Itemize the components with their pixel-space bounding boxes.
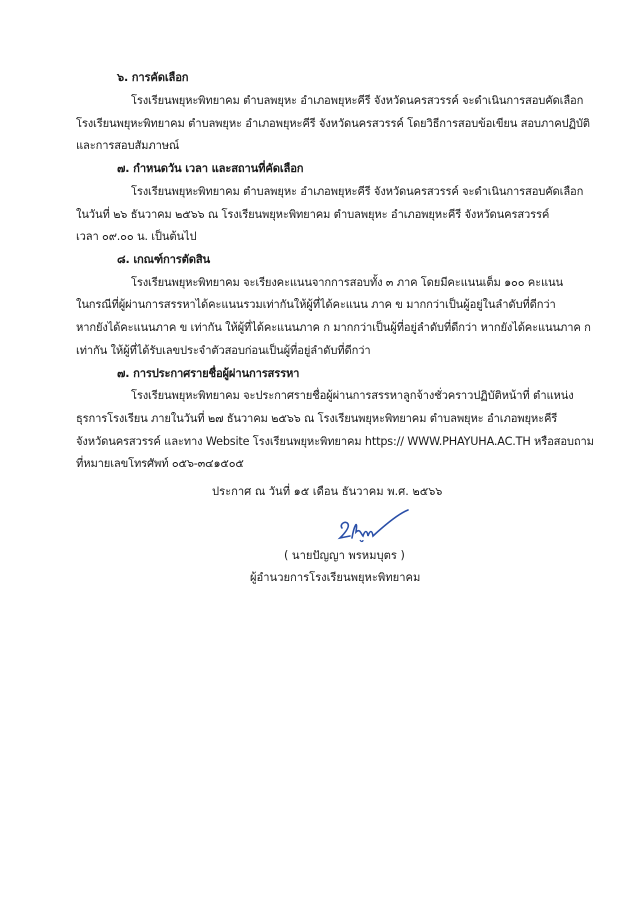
section-8-line: เท่ากัน ให้ผู้ที่ได้รับเลขประจำตัวสอบก่อนเป็นผู้ที่อยู่ลำดับที่ดีกว่า — [76, 344, 371, 357]
section-8-line: ในกรณีที่ผู้ผ่านการสรรหาได้คะแนนรวมเท่ากันให้ผู้ที่ได้คะแนน ภาค ข มากกว่าเป็นผู้อยู่ในลำดับที่ดีกว่า — [76, 298, 556, 311]
signature-icon — [336, 506, 416, 546]
section-announce-line: ที่หมายเลขโทรศัพท์ ๐๕๖-๓๔๑๕๐๕ — [76, 457, 244, 470]
section-announce-line: ธุรการโรงเรียน ภายในวันที่ ๒๗ ธันวาคม ๒๕๖๖ ณ โรงเรียนพยุหะพิทยาคม ตำบลพยุหะ อำเภอพยุหะคีรี — [76, 412, 558, 425]
section-8-line: โรงเรียนพยุหะพิทยาคม จะเรียงคะแนนจากการสอบทั้ง ๓ ภาค โดยมีคะแนนเต็ม ๑๐๐ คะแนน — [131, 276, 564, 289]
section-8-line: หากยังได้คะแนนภาค ข เท่ากัน ให้ผู้ที่ได้คะแนนภาค ก มากกว่าเป็นผู้ที่อยู่ลำดับที่ดีกว่า หากยังได้คะแนนภาค ก — [76, 321, 591, 334]
section-7-heading: ๗. กำหนดวัน เวลา และสถานที่คัดเลือก — [117, 162, 304, 175]
section-7-line: โรงเรียนพยุหะพิทยาคม ตำบลพยุหะ อำเภอพยุหะคีรี จังหวัดนครสวรรค์ จะดำเนินการสอบคัดเลือก — [131, 185, 584, 198]
section-6-line: โรงเรียนพยุหะพิทยาคม ตำบลพยุหะ อำเภอพยุหะคีรี จังหวัดนครสวรรค์ จะดำเนินการสอบคัดเลือก — [131, 94, 584, 107]
announcement-date: ประกาศ ณ วันที่ ๑๕ เดือน ธันวาคม พ.ศ. ๒๕๖๖ — [212, 485, 443, 498]
section-announce-line: จังหวัดนครสวรรค์ และทาง Website โรงเรียนพยุหะพิทยาคม https:// WWW.PHAYUHA.AC.TH หรือสอบถาม — [76, 435, 594, 448]
section-7-line: เวลา ๐๙.๐๐ น. เป็นต้นไป — [76, 230, 197, 243]
section-6-heading: ๖. การคัดเลือก — [117, 71, 189, 84]
section-7-line: ในวันที่ ๒๖ ธันวาคม ๒๕๖๖ ณ โรงเรียนพยุหะพิทยาคม ตำบลพยุหะ อำเภอพยุหะคีรี จังหวัดนครสวรรค์ — [76, 208, 550, 221]
section-8-heading: ๘. เกณฑ์การตัดสิน — [117, 253, 211, 266]
section-announce-line: โรงเรียนพยุหะพิทยาคม จะประกาศรายชื่อผู้ผ่านการสรรหาลูกจ้างชั่วคราวปฏิบัติหน้าที่ ตำแหน่ง — [131, 389, 574, 402]
section-announce-heading: ๗. การประกาศรายชื่อผู้ผ่านการสรรหา — [117, 367, 300, 380]
section-6-line: โรงเรียนพยุหะพิทยาคม ตำบลพยุหะ อำเภอพยุหะคีรี จังหวัดนครสวรรค์ โดยวิธีการสอบข้อเขียน สอบภาคปฏิบัติ — [76, 117, 590, 130]
signatory-name: ( นายปัญญา พรหมบุตร ) — [284, 549, 405, 562]
signatory-position: ผู้อำนวยการโรงเรียนพยุหะพิทยาคม — [250, 571, 421, 584]
section-6-line: และการสอบสัมภาษณ์ — [76, 139, 180, 152]
